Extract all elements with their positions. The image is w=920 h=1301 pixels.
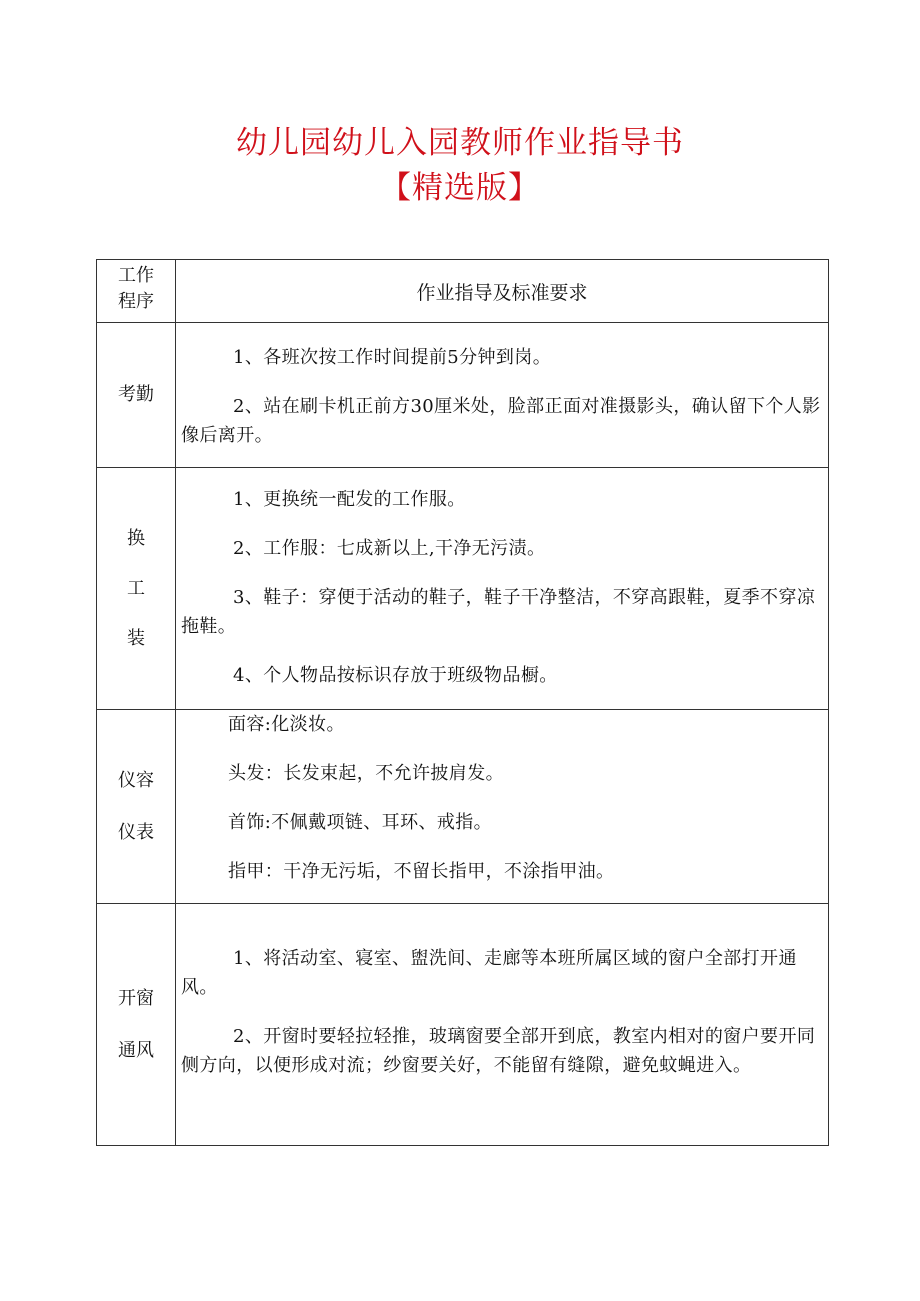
requirements-cell: [176, 323, 829, 468]
document-subtitle: 【精选版】: [380, 170, 540, 206]
requirement-item: 4、个人物品按标识存放于班级物品橱。: [233, 665, 558, 686]
procedure-cell-uniform: [97, 468, 176, 710]
procedure-cell-appearance: [97, 710, 176, 904]
requirement-item: 2、开窗时要轻拉轻推，玻璃窗要全部开到底，教室内相对的窗户要开同侧方向，以便形成对流；纱窗要关好，不能留有缝隙，避免蚊蝇进入。: [181, 1026, 816, 1076]
table-row: [97, 468, 829, 710]
requirement-item: 首饰:不佩戴项链、耳环、戒指。: [228, 812, 493, 833]
procedure-cell-attendance: [97, 323, 176, 468]
requirement-item: 1、各班次按工作时间提前5分钟到岗。: [233, 347, 552, 368]
table-header-row: [97, 260, 829, 323]
requirements-cell: [176, 904, 829, 1146]
header-procedure-line1: 工作: [118, 265, 154, 286]
procedure-label: 换: [127, 527, 145, 549]
header-procedure-cell: [97, 260, 176, 323]
work-instruction-table: [96, 259, 829, 1146]
document-title: 幼儿园幼儿入园教师作业指导书: [236, 125, 684, 161]
requirement-item: 1、将活动室、寝室、盥洗间、走廊等本班所属区域的窗户全部打开通风。: [181, 948, 797, 998]
header-procedure-line2: 程序: [118, 291, 154, 312]
requirement-item: 头发：长发束起，不允许披肩发。: [228, 763, 504, 784]
requirements-cell: [176, 468, 829, 710]
procedure-label: 通风: [118, 1039, 154, 1061]
requirement-item: 指甲：干净无污垢，不留长指甲，不涂指甲油。: [228, 861, 615, 882]
procedure-label: 仪表: [118, 821, 154, 843]
requirement-item: 2、站在刷卡机正前方30厘米处，脸部正面对准摄影头，确认留下个人影像后离开。: [181, 396, 821, 446]
procedure-label: 装: [127, 627, 145, 649]
requirement-item: 面容:化淡妆。: [228, 714, 345, 735]
requirement-item: 2、工作服：七成新以上,干净无污渍。: [233, 538, 546, 559]
table-row: [97, 323, 829, 468]
table-row: [97, 710, 829, 904]
procedure-label: 工: [127, 577, 145, 599]
procedure-cell-ventilation: [97, 904, 176, 1146]
requirement-item: 1、更换统一配发的工作服。: [233, 489, 466, 510]
procedure-label: 考勤: [118, 384, 154, 405]
requirements-cell: [176, 710, 829, 904]
header-requirements-cell: 作业指导及标准要求: [176, 260, 829, 323]
procedure-label: 仪容: [118, 769, 154, 791]
procedure-label: 开窗: [118, 987, 154, 1009]
table-row: [97, 904, 829, 1146]
requirement-item: 3、鞋子：穿便于活动的鞋子，鞋子干净整洁，不穿高跟鞋，夏季不穿凉拖鞋。: [181, 587, 816, 637]
